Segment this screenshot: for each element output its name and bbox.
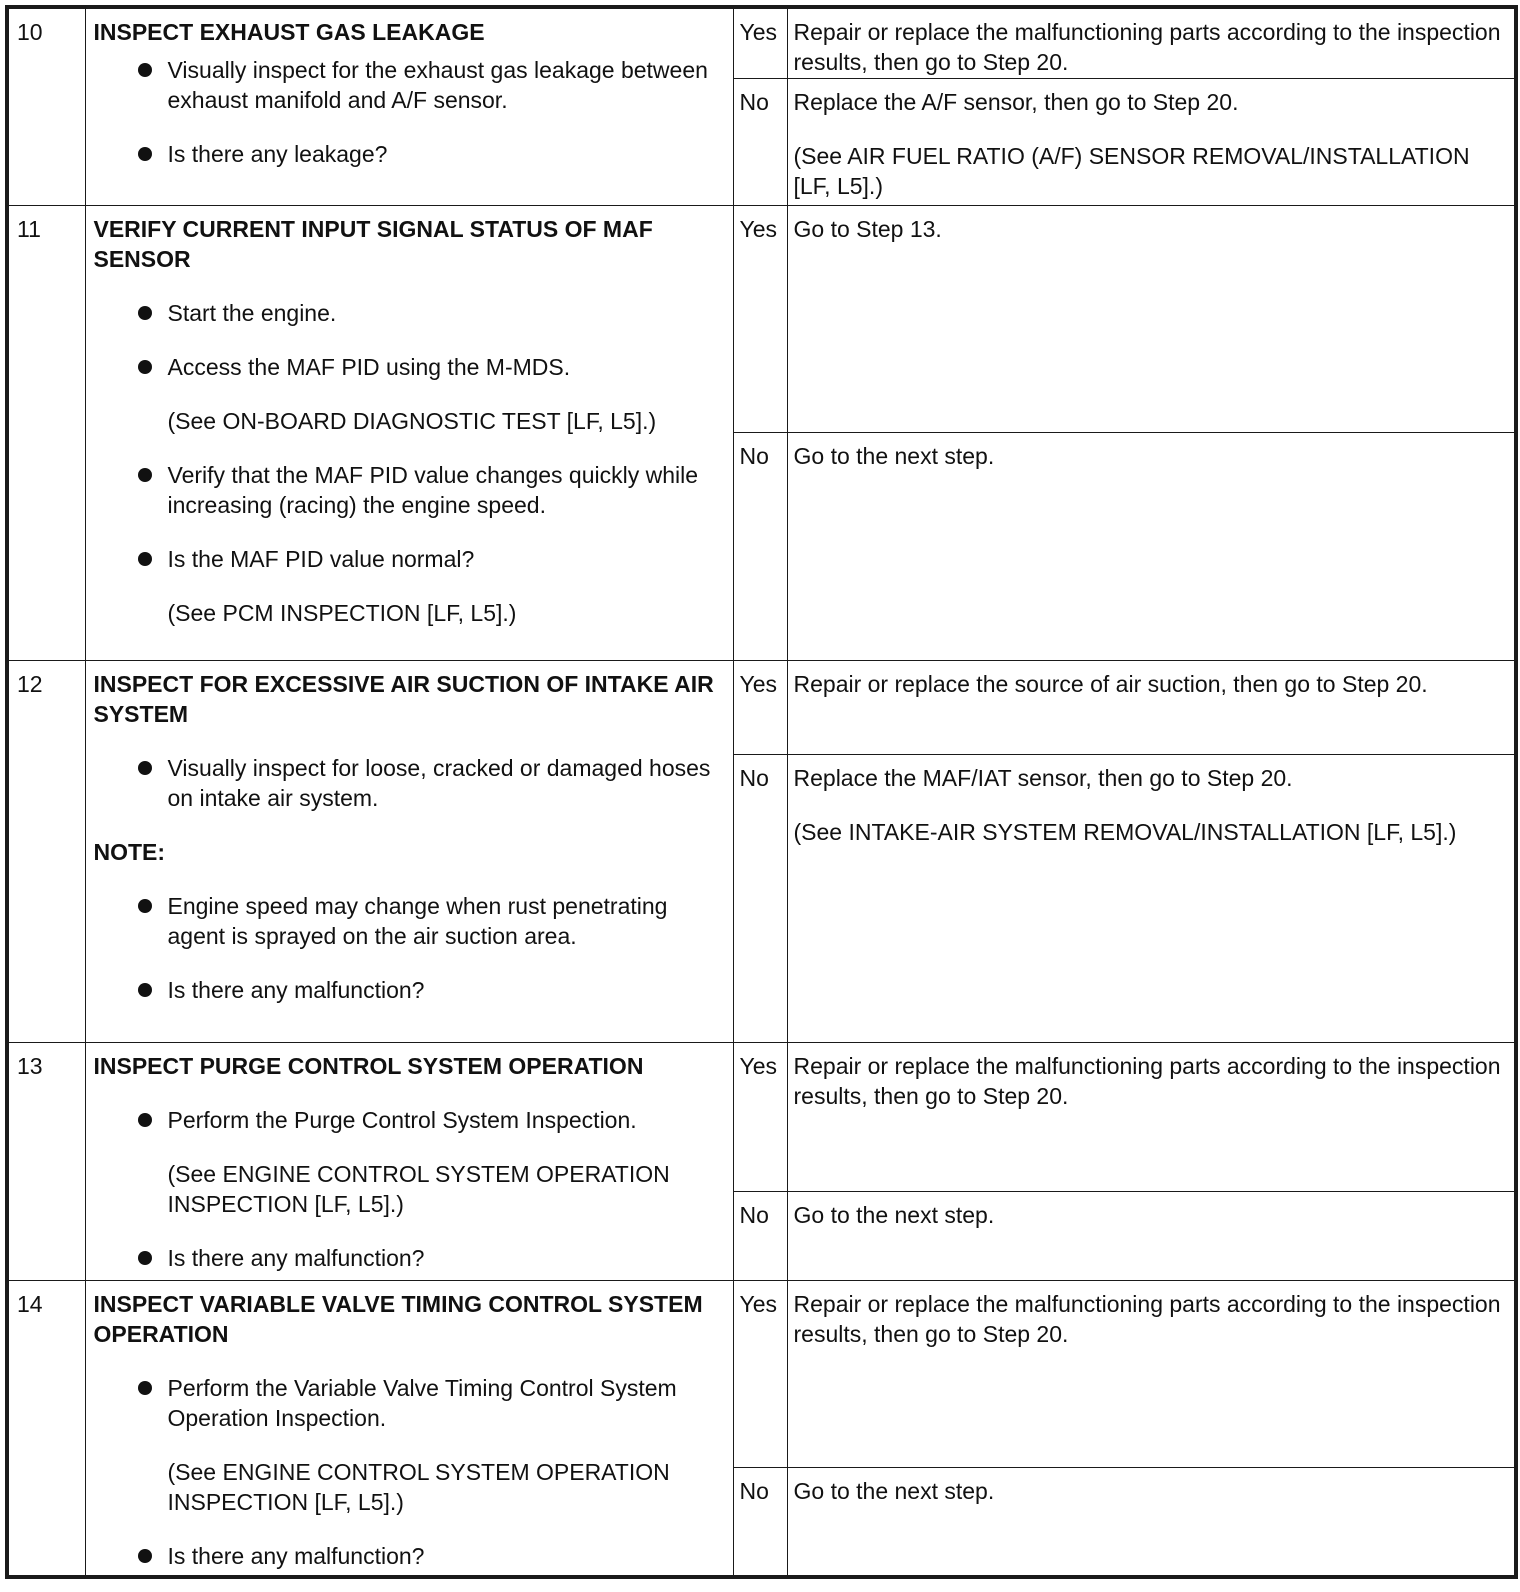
no-result: Go to the next step. — [787, 1468, 1516, 1577]
action-cell — [85, 1042, 733, 1280]
note-label: NOTE: — [93, 838, 166, 865]
bullet-icon — [138, 761, 152, 775]
list-item: Perform the Variable Valve Timing Control System Operation Inspection. — [94, 1373, 723, 1433]
list-item: Is there any malfunction? — [94, 975, 723, 1005]
list-item: Perform the Purge Control System Inspection. — [94, 1105, 723, 1135]
step-number: 14 — [7, 1280, 85, 1577]
table-row-step-10-yes — [7, 7, 1516, 78]
step-heading: INSPECT EXHAUST GAS LEAKAGE — [93, 19, 485, 45]
no-result: Replace the A/F sensor, then go to Step 20. (See AIR FUEL RATIO (A/F) SENSOR REMOVAL/INSTALLATION [LF, L5].) — [787, 78, 1516, 205]
bullet-icon — [138, 147, 152, 161]
no-result: Go to the next step. — [787, 1191, 1516, 1280]
list-item: Verify that the MAF PID value changes quickly while increasing (racing) the engine speed. — [94, 460, 723, 520]
bullet-icon — [138, 468, 152, 482]
step-heading: INSPECT FOR EXCESSIVE AIR SUCTION OF INTAKE AIR SYSTEM — [93, 670, 714, 727]
list-item: Is the MAF PID value normal? — [94, 544, 723, 574]
no-label: No — [733, 432, 787, 660]
step-number: 10 — [7, 7, 85, 205]
list-item: Visually inspect for loose, cracked or damaged hoses on intake air system. — [94, 753, 723, 813]
step-heading: INSPECT PURGE CONTROL SYSTEM OPERATION — [93, 1052, 644, 1079]
yes-result: Repair or replace the malfunctioning parts according to the inspection results, then go to Step 20. — [787, 7, 1516, 78]
action-cell — [85, 205, 733, 660]
yes-label: Yes — [733, 1280, 787, 1468]
reference-text: (See PCM INSPECTION [LF, L5].) — [167, 599, 517, 626]
table-row-step-13-yes — [7, 1042, 1516, 1191]
bullet-icon — [138, 63, 152, 77]
step-heading: VERIFY CURRENT INPUT SIGNAL STATUS OF MAF SENSOR — [93, 215, 653, 272]
step-number: 11 — [7, 205, 85, 660]
bullet-icon — [138, 1381, 152, 1395]
step-heading: INSPECT VARIABLE VALVE TIMING CONTROL SYSTEM OPERATION — [93, 1290, 703, 1347]
list-item: Engine speed may change when rust penetrating agent is sprayed on the air suction area. — [94, 891, 723, 951]
list-item: Visually inspect for the exhaust gas leakage between exhaust manifold and A/F sensor. — [94, 55, 723, 115]
yes-label: Yes — [733, 7, 787, 78]
yes-label: Yes — [733, 660, 787, 754]
diagnostic-procedure-table — [5, 5, 1518, 1579]
no-label: No — [733, 754, 787, 1042]
bullet-icon — [138, 1251, 152, 1265]
reference-text: (See ENGINE CONTROL SYSTEM OPERATION INSPECTION [LF, L5].) — [167, 1160, 670, 1217]
step-number: 12 — [7, 660, 85, 1042]
yes-result: Repair or replace the source of air suction, then go to Step 20. — [787, 660, 1516, 754]
table-row-step-12-yes — [7, 660, 1516, 754]
no-label: No — [733, 1191, 787, 1280]
yes-label: Yes — [733, 205, 787, 432]
no-label: No — [733, 78, 787, 205]
bullet-icon — [138, 360, 152, 374]
no-result: Go to the next step. — [787, 432, 1516, 660]
yes-result: Repair or replace the malfunctioning parts according to the inspection results, then go to Step 20. — [787, 1042, 1516, 1191]
bullet-icon — [138, 899, 152, 913]
table-row-step-14-yes — [7, 1280, 1516, 1468]
table-row-step-11-yes — [7, 205, 1516, 432]
list-item: Start the engine. — [94, 298, 723, 328]
reference-text: (See ENGINE CONTROL SYSTEM OPERATION INSPECTION [LF, L5].) — [167, 1458, 670, 1515]
step-number: 13 — [7, 1042, 85, 1280]
bullet-icon — [138, 306, 152, 320]
yes-result: Go to Step 13. — [787, 205, 1516, 432]
list-item: Is there any leakage? — [94, 139, 723, 169]
action-cell — [85, 7, 733, 205]
reference-text: (See ON-BOARD DIAGNOSTIC TEST [LF, L5].) — [167, 407, 657, 434]
no-result: Replace the MAF/IAT sensor, then go to Step 20. (See INTAKE-AIR SYSTEM REMOVAL/INSTALLATION [LF, L5].) — [787, 754, 1516, 1042]
action-cell — [85, 660, 733, 1042]
bullet-icon — [138, 983, 152, 997]
list-item: Is there any malfunction? — [94, 1243, 723, 1273]
bullet-icon — [138, 1549, 152, 1563]
yes-label: Yes — [733, 1042, 787, 1191]
bullet-icon — [138, 552, 152, 566]
action-cell — [85, 1280, 733, 1577]
bullet-icon — [138, 1113, 152, 1127]
yes-result: Repair or replace the malfunctioning parts according to the inspection results, then go to Step 20. — [787, 1280, 1516, 1468]
no-label: No — [733, 1468, 787, 1577]
list-item: Access the MAF PID using the M-MDS. — [94, 352, 723, 382]
list-item: Is there any malfunction? — [94, 1541, 723, 1571]
